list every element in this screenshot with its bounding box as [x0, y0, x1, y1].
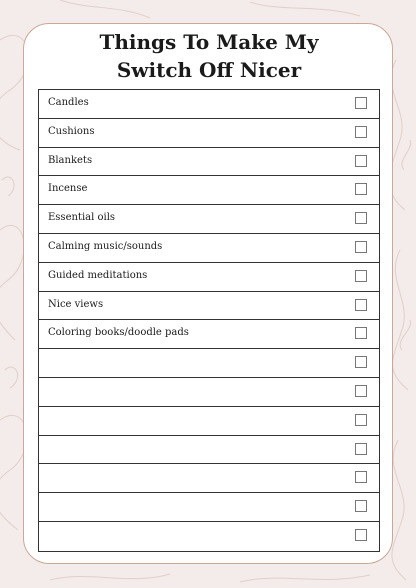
- item-label: Nice views: [48, 298, 104, 310]
- checklist-row: [39, 292, 379, 321]
- checkbox[interactable]: [355, 327, 367, 339]
- checklist-row: [39, 320, 379, 349]
- checkbox[interactable]: [355, 212, 367, 224]
- item-label: Calming music/sounds: [48, 240, 163, 252]
- checklist-row: [39, 263, 379, 292]
- checkbox[interactable]: [355, 443, 367, 455]
- checkbox[interactable]: [355, 270, 367, 282]
- checklist-row: [39, 349, 379, 378]
- item-label: Essential oils: [48, 212, 116, 224]
- checklist-row: [39, 176, 379, 205]
- checklist-row: [39, 205, 379, 234]
- checkbox[interactable]: [355, 97, 367, 109]
- checkbox[interactable]: [355, 414, 367, 426]
- checklist-row: [39, 234, 379, 263]
- item-label: Incense: [48, 183, 88, 195]
- checkbox[interactable]: [355, 241, 367, 253]
- checklist-row: [39, 407, 379, 436]
- page-title: [24, 28, 394, 84]
- checkbox[interactable]: [355, 529, 367, 541]
- checklist-row: [39, 90, 379, 119]
- checklist-row: [39, 493, 379, 522]
- page-title-line-2: Switch Off Nicer: [116, 58, 302, 82]
- checklist-row: [39, 522, 379, 551]
- checkbox[interactable]: [355, 126, 367, 138]
- checkbox[interactable]: [355, 500, 367, 512]
- checkbox[interactable]: [355, 299, 367, 311]
- page-title-line-1: Things To Make My: [99, 30, 319, 54]
- checkbox[interactable]: [355, 183, 367, 195]
- item-label: Blankets: [48, 154, 93, 166]
- item-label: Coloring books/doodle pads: [48, 327, 189, 339]
- checkbox[interactable]: [355, 471, 367, 483]
- checkbox[interactable]: [355, 385, 367, 397]
- item-label: Candles: [48, 97, 89, 108]
- checklist-row: [39, 148, 379, 177]
- checkbox[interactable]: [355, 155, 367, 167]
- checklist-card: [23, 23, 393, 564]
- item-label: Guided meditations: [48, 269, 148, 281]
- checklist-row: [39, 464, 379, 493]
- checklist-table: [38, 89, 380, 552]
- checklist-row: [39, 436, 379, 465]
- checkbox[interactable]: [355, 356, 367, 368]
- item-label: Cushions: [48, 125, 95, 137]
- checklist-row: [39, 378, 379, 407]
- checklist-row: [39, 119, 379, 148]
